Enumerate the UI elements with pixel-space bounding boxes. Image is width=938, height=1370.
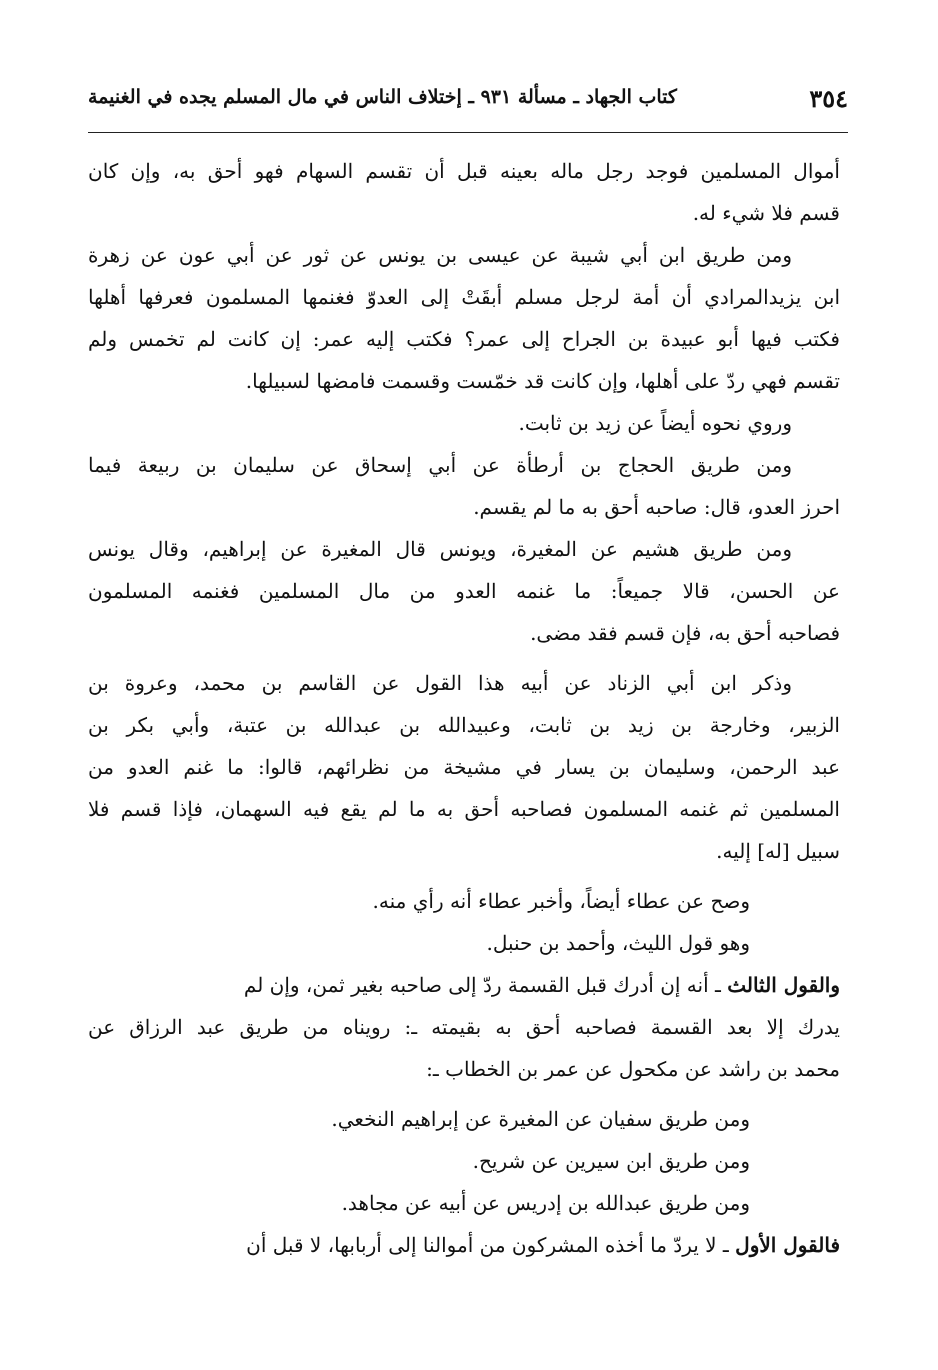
line-continuation: ـ لا يردّ ما أخذه المشركون من أموالنا إلى أربابها، لا قبل أن — [246, 1233, 729, 1257]
text-line: المسلمين ثم غنمه المسلمون فصاحبه أحق به ما لم يقع فيه السهمان، فإذا قسم فلا — [88, 797, 840, 821]
paragraph-gap — [88, 872, 840, 880]
running-title: كتاب الجهاد ـ مسألة ٩٣١ ـ إختلاف الناس في مال المسلم يجده في الغنيمة — [88, 86, 677, 108]
text-line — [88, 964, 840, 1006]
text-line: وهو قول الليث، وأحمد بن حنبل. — [486, 931, 750, 955]
text-line: وروي نحوه أيضاً عن زيد بن ثابت. — [518, 411, 792, 435]
text-line — [88, 1224, 840, 1266]
text-line: ومن طريق سفيان عن المغيرة عن إبراهيم النخعي. — [331, 1107, 750, 1131]
text-line: وصح عن عطاء أيضاً، وأخبر عطاء أنه رأي منه. — [372, 889, 750, 913]
text-line: ومن طريق هشيم عن المغيرة، ويونس قال المغيرة عن إبراهيم، وقال يونس — [88, 537, 792, 561]
text-line: فصاحبه أحق به، فإن قسم فقد مضى. — [530, 621, 840, 645]
header-rule — [88, 132, 848, 133]
text-line: وذكر ابن أبي الزناد عن أبيه هذا القول عن القاسم بن محمد، وعروة بن — [88, 671, 792, 695]
text-line: الزبير، وخارجة بن زيد بن ثابت، وعبيدالله بن عبدالله بن عتبة، وأبي بكر بن — [88, 713, 840, 737]
main-text — [88, 150, 840, 1266]
text-line: تقسم فهي ردّ على أهلها، وإن كانت قد خمّست وقسمت فامضها لسبيلها. — [245, 369, 840, 393]
text-line: ومن طريق ابن أبي شيبة عن عيسى بن يونس عن ثور عن أبي عون عن زهرة — [88, 243, 792, 267]
bold-heading: فالقول الأول — [735, 1233, 840, 1257]
text-line: عبد الرحمن، وسليمان بن يسار في مشيخة من نظرائهم، قالوا: ما غنم العدو من — [88, 755, 840, 779]
page-number: ٣٥٤ — [809, 84, 848, 113]
text-line: أموال المسلمين فوجد رجل ماله بعينه قبل أن تقسم السهام فهو أحق به، وإن كان — [88, 159, 840, 183]
paragraph-gap — [88, 1090, 840, 1098]
bold-heading: والقول الثالث — [727, 973, 840, 997]
text-line: ومن طريق ابن سيرين عن شريح. — [472, 1149, 750, 1173]
text-line: ومن طريق الحجاج بن أرطأة عن أبي إسحاق عن سليمان بن ربيعة فيما — [88, 453, 792, 477]
text-line: محمد بن راشد عن مكحول عن عمر بن الخطاب ـ: — [426, 1057, 840, 1081]
line-continuation: ـ أنه إن أدرك قبل القسمة ردّ إلى صاحبه بغير ثمن، وإن لم — [243, 973, 721, 997]
paragraph-gap — [88, 654, 840, 662]
page-header — [88, 80, 848, 120]
text-line: قسم فلا شيء له. — [692, 201, 840, 225]
text-line: احرز العدو، قال: صاحبه أحق به ما لم يقسم. — [473, 495, 840, 519]
text-line: ومن طريق عبدالله بن إدريس عن أبيه عن مجاهد. — [341, 1191, 750, 1215]
text-line: يدرك إلا بعد القسمة فصاحبه أحق به بقيمته ـ: رويناه من طريق عبد الرزاق عن — [88, 1015, 840, 1039]
text-line: عن الحسن، قالا جميعاً: ما غنمه العدو من مال المسلمين فغنمه المسلمون — [88, 579, 840, 603]
text-line: فكتب فيها أبو عبيدة بن الجراح إلى عمر؟ فكتب إليه عمر: إن كانت لم تخمس ولم — [88, 327, 840, 351]
text-line: سبيل [له] إليه. — [716, 839, 840, 863]
text-line: ابن يزيدالمرادي أن أمة لرجل مسلم أبقَتْ إلى العدوّ فغنمها المسلمون فعرفها أهلها — [88, 285, 840, 309]
